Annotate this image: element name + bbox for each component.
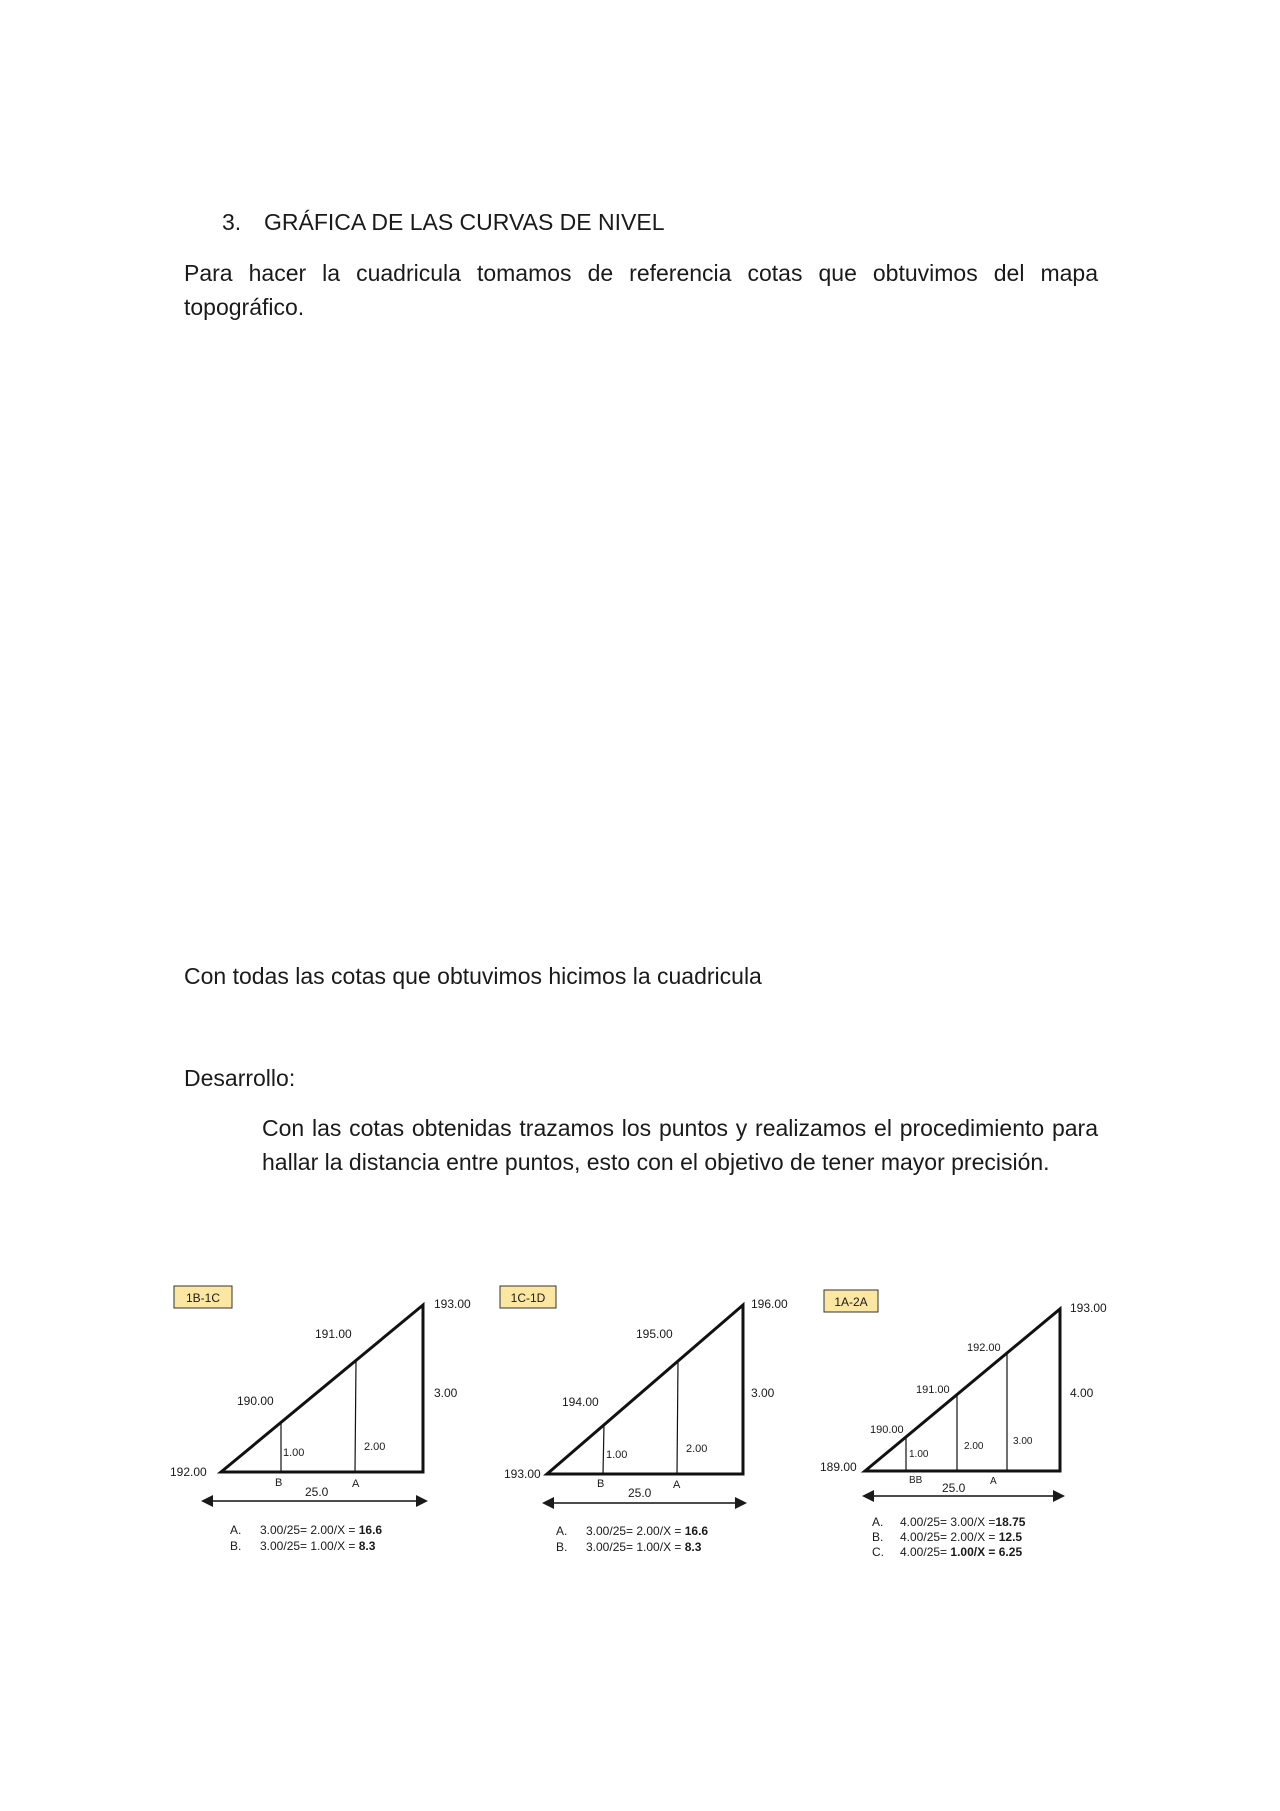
calc-line: [872, 1515, 1026, 1529]
label-height: 3.00: [434, 1386, 458, 1400]
section-heading: [222, 209, 665, 236]
label-top-right: 193.00: [434, 1297, 471, 1311]
calc-line: [556, 1524, 708, 1538]
calc-line: [230, 1539, 376, 1553]
diagram-1b-1c: [170, 1280, 480, 1560]
label-mid-upper: 191.00: [916, 1384, 950, 1396]
segment-a: [677, 1362, 678, 1474]
svg-text:B.: B.: [872, 1530, 884, 1544]
calc-line: [872, 1545, 1022, 1559]
label-height: 4.00: [1070, 1386, 1094, 1400]
diagram-tag: [174, 1286, 232, 1308]
svg-text:A.: A.: [872, 1515, 884, 1529]
label-mid-upper: 191.00: [315, 1327, 352, 1341]
svg-text:3.00/25= 2.00/X = 16.6: 3.00/25= 2.00/X = 16.6: [586, 1524, 709, 1538]
segment-b: [603, 1425, 604, 1474]
svg-text:3.00/25= 1.00/X = 8.3: 3.00/25= 1.00/X = 8.3: [260, 1539, 376, 1553]
label-base: 25.0: [942, 1481, 966, 1495]
label-point-b: B: [597, 1478, 605, 1490]
calc-line: [872, 1530, 1022, 1544]
label-point-a: A: [352, 1478, 360, 1490]
label-seg-b: 2.00: [964, 1441, 984, 1452]
label-mid-upper: 195.00: [636, 1327, 673, 1341]
intro-paragraph: Para hacer la cuadricula tomamos de referencia cotas que obtuvimos del mapa topográfico.: [184, 260, 1098, 320]
desarrollo-label: Desarrollo:: [184, 1065, 296, 1091]
diagram-1a-2a: [820, 1280, 1140, 1570]
calc-line: [556, 1540, 702, 1554]
svg-text:1B-1C: 1B-1C: [185, 1291, 221, 1305]
diagram-tag: [824, 1290, 878, 1312]
diagram-tag: [500, 1286, 556, 1308]
label-seg-c: 1.00: [909, 1449, 929, 1460]
label-point-a: A: [673, 1479, 681, 1491]
label-mid-lower: 190.00: [870, 1424, 904, 1436]
svg-text:4.00/25= 3.00/X =18.75: 4.00/25= 3.00/X =18.75: [900, 1515, 1026, 1529]
label-base: 25.0: [628, 1486, 652, 1500]
svg-text:3.00/25= 2.00/X = 16.6: 3.00/25= 2.00/X = 16.6: [260, 1523, 383, 1537]
label-top-right: 193.00: [1070, 1301, 1107, 1315]
label-seg-a: 3.00: [1013, 1436, 1033, 1447]
svg-text:4.00/25= 1.00/X = 6.25: 4.00/25= 1.00/X = 6.25: [900, 1545, 1023, 1559]
label-seg-b: 1.00: [283, 1447, 305, 1459]
diagram-1c-1d: [496, 1280, 806, 1560]
label-bottom-left: 193.00: [504, 1467, 541, 1481]
label-mid-top: 192.00: [967, 1342, 1001, 1354]
svg-text:B.: B.: [230, 1539, 242, 1553]
svg-text:B.: B.: [556, 1540, 568, 1554]
cuadricula-paragraph: Con todas las cotas que obtuvimos hicimos la cuadricula: [184, 963, 762, 989]
svg-text:1C-1D: 1C-1D: [510, 1291, 546, 1305]
label-height: 3.00: [751, 1386, 775, 1400]
label-seg-a: 2.00: [686, 1443, 708, 1455]
label-mid-lower: 190.00: [237, 1394, 274, 1408]
label-seg-a: 2.00: [364, 1441, 386, 1453]
svg-text:A.: A.: [230, 1523, 242, 1537]
label-point-a: A: [990, 1476, 997, 1487]
section-number: 3.: [222, 209, 242, 235]
desarrollo-paragraph: Con las cotas obtenidas trazamos los puntos y realizamos el procedimiento para hallar la distancia entre puntos, esto con el objetivo de tener mayor precisión.: [262, 1115, 1098, 1175]
label-point-b: B: [275, 1477, 283, 1489]
svg-text:A.: A.: [556, 1524, 568, 1538]
label-base: 25.0: [305, 1485, 329, 1499]
calc-line: [230, 1523, 382, 1537]
label-top-right: 196.00: [751, 1297, 788, 1311]
label-point-b: BB: [909, 1475, 923, 1486]
svg-text:1A-2A: 1A-2A: [834, 1295, 868, 1309]
section-title: GRÁFICA DE LAS CURVAS DE NIVEL: [264, 209, 665, 235]
label-mid-lower: 194.00: [562, 1395, 599, 1409]
svg-text:3.00/25= 1.00/X = 8.3: 3.00/25= 1.00/X = 8.3: [586, 1540, 702, 1554]
label-bottom-left: 192.00: [170, 1465, 207, 1479]
label-seg-b: 1.00: [606, 1449, 628, 1461]
segment-a: [355, 1361, 356, 1472]
svg-text:4.00/25= 2.00/X = 12.5: 4.00/25= 2.00/X = 12.5: [900, 1530, 1023, 1544]
svg-text:C.: C.: [872, 1545, 884, 1559]
label-bottom-left: 189.00: [820, 1460, 857, 1474]
